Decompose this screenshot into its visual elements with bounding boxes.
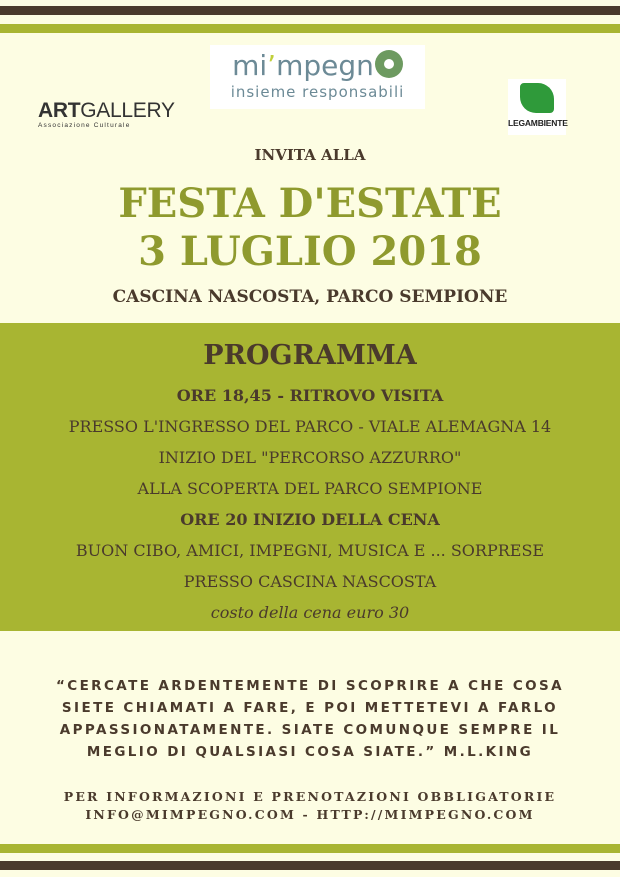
mimpegno-wordmark: [210, 49, 425, 83]
bottom-stripe-brown: [0, 861, 620, 870]
event-date: 3 LUGLIO 2018: [138, 228, 482, 275]
top-stripe-brown: [0, 6, 620, 15]
program-line: ORE 20 INIZIO DELLA CENA: [180, 510, 440, 529]
invite-line: INVITA ALLA: [254, 146, 366, 164]
mimpegno-name-right: mpegn: [276, 49, 374, 82]
swan-icon: [520, 83, 554, 113]
program-section: [0, 323, 620, 631]
program-line: BUON CIBO, AMICI, IMPEGNI, MUSICA E ... SORPRESE: [75, 541, 545, 560]
artgallery-logo: [38, 100, 178, 129]
quote-line: MEGLIO DI QUALSIASI COSA SIATE.” M.L.KING: [86, 744, 534, 760]
program-line: INIZIO DEL "PERCORSO AZZURRO": [158, 448, 462, 467]
artgallery-wordmark: [38, 100, 178, 122]
artgallery-name-light: GALLERY: [80, 99, 175, 122]
quote-line: APPASSIONATAMENTE. SIATE COMUNQUE SEMPRE IL: [59, 722, 561, 738]
legambiente-logo: [508, 79, 566, 135]
program-line: PRESSO CASCINA NASCOSTA: [183, 572, 437, 591]
program-line: ALLA SCOPERTA DEL PARCO SEMPIONE: [137, 479, 483, 498]
legambiente-name: LEGAMBIENTE: [508, 118, 568, 128]
mimpegno-logo: [210, 45, 425, 109]
artgallery-subtitle: Associazione Culturale: [38, 122, 131, 129]
program-price: costo della cena euro 30: [210, 603, 410, 622]
mimpegno-tagline: insieme responsabili: [230, 83, 405, 101]
program-line: ORE 18,45 - RITROVO VISITA: [176, 386, 444, 405]
artgallery-name-bold: ART: [38, 99, 81, 122]
program-heading: PROGRAMMA: [203, 340, 417, 371]
info-heading: PER INFORMAZIONI E PRENOTAZIONI OBBLIGATORIE: [63, 789, 557, 804]
top-stripe-green: [0, 24, 620, 33]
quote-block: [40, 675, 580, 763]
event-title: FESTA D'ESTATE: [118, 180, 502, 227]
mimpegno-name-left: mi: [232, 49, 268, 82]
mimpegno-apostrophe: ’: [267, 49, 277, 82]
event-venue: CASCINA NASCOSTA, PARCO SEMPIONE: [112, 287, 508, 307]
quote-line: “CERCATE ARDENTEMENTE DI SCOPRIRE A CHE COSA: [55, 678, 565, 694]
program-line: PRESSO L'INGRESSO DEL PARCO - VIALE ALEMAGNA 14: [68, 417, 552, 436]
gear-icon: [375, 50, 403, 78]
bottom-stripe-green: [0, 844, 620, 853]
quote-line: SIETE CHIAMATI A FARE, E POI METTETEVI A FARLO: [61, 700, 559, 716]
contact-links: INFO@MIMPEGNO.COM - HTTP://MIMPEGNO.COM: [85, 807, 535, 822]
